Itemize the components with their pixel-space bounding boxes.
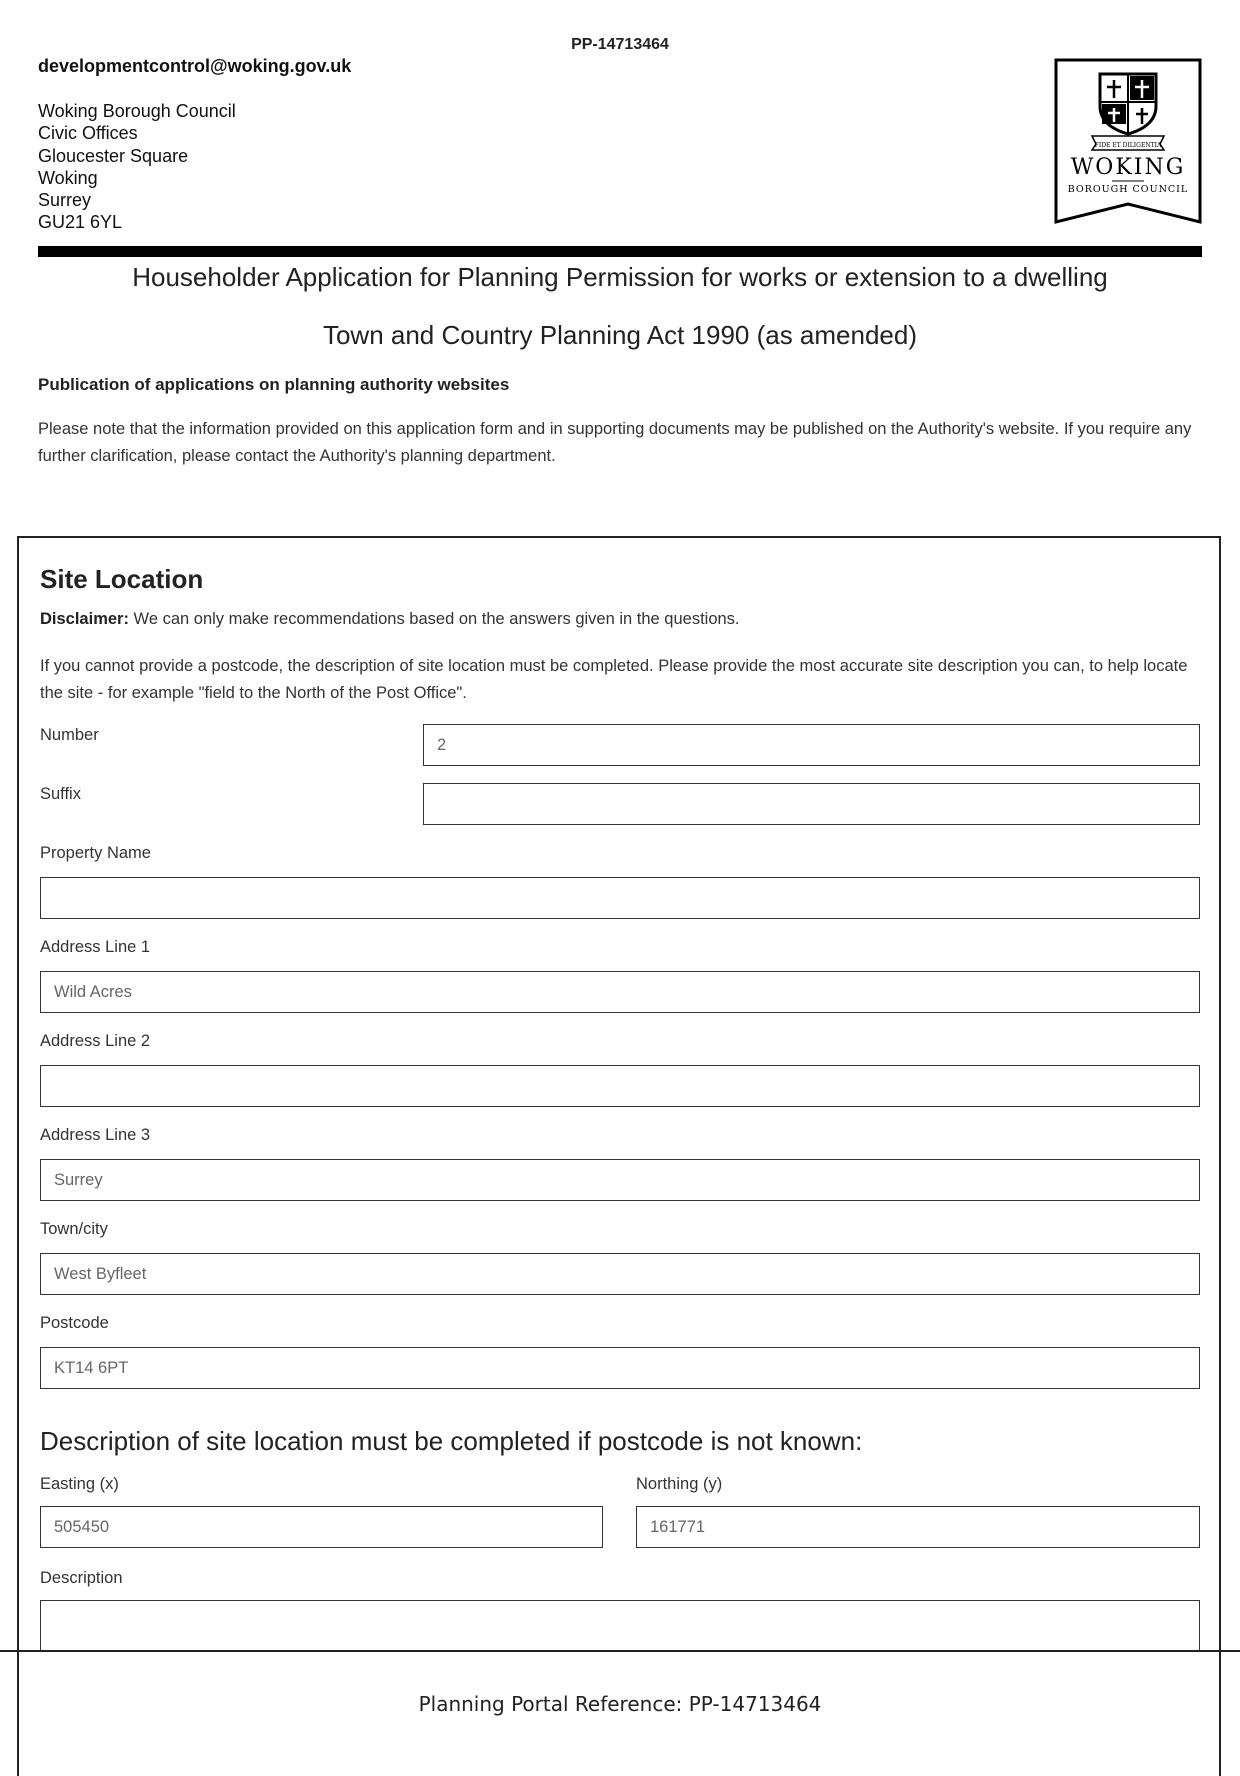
description-label: Description	[40, 1569, 123, 1587]
town-city-label: Town/city	[40, 1220, 108, 1238]
footer-reference: Planning Portal Reference: PP-14713464	[418, 1692, 822, 1716]
address-line: Woking Borough Council	[38, 101, 236, 121]
address-line-3-label: Address Line 3	[40, 1126, 151, 1144]
address-line: Civic Offices	[38, 123, 138, 144]
disclaimer-text: We can only make recommendations based on the answers given in the questions.	[128, 610, 740, 628]
northing-label: Northing (y)	[636, 1475, 723, 1493]
logo-motto: FIDE ET DILIGENTIA	[1094, 142, 1162, 149]
council-address	[38, 100, 236, 234]
page-title: Householder Application for Planning Permission for works or extension to a dwelling	[132, 262, 1108, 292]
postcode-note: If you cannot provide a postcode, the description of site location must be completed. Please provide the most accurate site description you can, to help locate the site - for example "field to the North of the Post Office".	[40, 657, 1188, 702]
number-field[interactable]	[423, 724, 1200, 766]
publication-notice: Please note that the information provided on this application form and in supporting documents may be published on the Authority's website. If you require any further clarification, please contact the Authority's planning department.	[38, 420, 1192, 465]
reference-number: PP-14713464	[571, 36, 669, 53]
disclaimer-label: Disclaimer:	[40, 610, 129, 628]
address-line: Gloucester Square	[38, 145, 189, 166]
crest-shield	[1100, 74, 1156, 134]
address-line-1-label: Address Line 1	[40, 938, 151, 956]
contact-email: developmentcontrol@woking.gov.uk	[38, 56, 352, 76]
logo-subtitle: BOROUGH COUNCIL	[1067, 184, 1189, 195]
description-heading: Description of site location must be completed if postcode is not known:	[40, 1426, 863, 1456]
postcode-label: Postcode	[40, 1314, 109, 1332]
northing-field[interactable]	[636, 1506, 1200, 1548]
address-line: Woking	[38, 167, 98, 188]
town-city-field[interactable]	[40, 1253, 1200, 1295]
header-divider	[38, 246, 1202, 257]
woking-council-logo	[1054, 58, 1202, 228]
description-field[interactable]	[40, 1600, 1200, 1650]
address-line-2-field[interactable]	[40, 1065, 1200, 1107]
postcode-field[interactable]	[40, 1347, 1200, 1389]
property-name-label: Property Name	[40, 844, 151, 862]
address-line: GU21 6YL	[38, 212, 123, 233]
easting-label: Easting (x)	[40, 1475, 119, 1493]
address-line: Surrey	[38, 190, 92, 211]
suffix-field[interactable]	[423, 783, 1200, 825]
suffix-label: Suffix	[40, 785, 81, 803]
disclaimer	[40, 610, 740, 629]
address-line-1-field[interactable]	[40, 971, 1200, 1013]
address-line-3-field[interactable]	[40, 1159, 1200, 1201]
property-name-field[interactable]	[40, 877, 1200, 919]
page-subtitle: Town and Country Planning Act 1990 (as amended)	[322, 320, 918, 350]
easting-field[interactable]	[40, 1506, 603, 1548]
footer-divider	[0, 1650, 1240, 1652]
number-label: Number	[40, 726, 99, 744]
logo-wordmark: WOKING	[1070, 155, 1186, 180]
section-title: Site Location	[40, 564, 204, 594]
site-location-section	[17, 536, 1221, 1776]
address-line-2-label: Address Line 2	[40, 1032, 151, 1050]
publication-heading: Publication of applications on planning authority websites	[38, 375, 510, 394]
